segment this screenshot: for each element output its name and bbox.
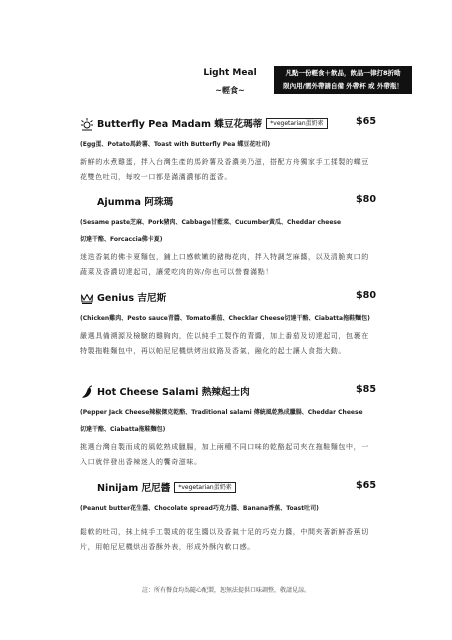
menu-item	[80, 194, 376, 280]
item-price: $85	[355, 384, 376, 395]
item-description: 嚴選具備溯源及檢驗的雞胸肉，佐以純手工製作的青醬，加上番茄及切達起司，包裹在特製拖鞋麵包中，再以帕尼尼機烘烤出紋路及香氣，融化的起士讓人食指大動。	[80, 332, 369, 355]
footer-note: 註：所有餐食均為隨心配製，恕無法提供口味調整，敬請見諒。	[141, 587, 310, 594]
item-ingredients: (Chicken雞肉、Pesto sauce青醬、Tomato番茄、Checklar Cheese切達干酪、Ciabatta拖鞋麵包)	[80, 315, 370, 322]
item-name: Ajumma 阿珠瑪	[97, 197, 174, 208]
promo-line-1: 凡點一份輕食＋飲品，飲品一律打8折呦	[285, 69, 401, 77]
item-price: $65	[355, 480, 376, 491]
vegetarian-tag: *vegetarian蛋奶素	[266, 118, 327, 129]
item-name: Genius 吉尼斯	[97, 293, 167, 304]
chili-icon	[80, 385, 94, 399]
item-ingredients: 切達干酪、Ciabatta拖鞋麵包)	[80, 426, 166, 433]
item-name: Hot Cheese Salami 熱辣起士肉	[97, 387, 250, 398]
page-title: Light Meal	[203, 68, 257, 78]
item-ingredients: (Sesame paste芝麻、Pork豬肉、Cabbage甘藍菜、Cucumber黃瓜、Cheddar cheese	[80, 219, 342, 226]
menu-item	[80, 384, 376, 470]
item-description: 鬆軟的吐司，抹上純手工製成的花生醬以及香氣十足的巧克力醬，中間夾著新鮮香蕉切片，用帕尼尼機烘出香酥外表，形成外酥內軟口感。	[80, 528, 369, 551]
item-ingredients: (Egg蛋、Potato馬鈴薯、Toast with Butterfly Pea 蝶豆花吐司)	[80, 141, 271, 148]
promo-banner	[274, 66, 412, 94]
menu-item	[80, 116, 376, 185]
item-price: $65	[355, 116, 376, 127]
crown-icon	[80, 291, 94, 305]
item-description: 新鮮的水煮雞蛋，拌入台灣生產的馬鈴薯及香濃美乃滋，搭配方舟獨家手工揉製的蝶豆花雙色吐司，每咬一口都是滿滿濃郁的蛋香。	[80, 158, 369, 181]
page-subtitle: ~輕食~	[215, 86, 245, 95]
item-ingredients: (Pepper Jack Cheese辣椒傑克乾酪、Traditional salami 傳統風乾熟成臘腸、Cheddar Cheese	[80, 409, 363, 416]
menu-item	[80, 290, 376, 359]
item-description: 迷迭香氣的佛卡夏麵包，鋪上口感軟嫩的豬梅花肉，拌入特調芝麻醬，以及清脆爽口的蔬菜及香濃切達起司，讓愛吃肉的妳/你也可以營養滿點！	[80, 253, 369, 276]
item-name: Butterfly Pea Madam 蝶豆花瑪蒂 *vegetarian蛋奶素	[97, 116, 328, 130]
menu-item	[80, 480, 376, 555]
promo-line-2: 限內用/需外帶請自備 外帶杯 或 外帶瓶！	[283, 82, 403, 90]
item-ingredients: 切達干酪、Forcaccia佛卡夏)	[80, 236, 163, 243]
item-price: $80	[355, 290, 376, 301]
item-ingredients: (Peanut butter花生醬、Chocolate spread巧克力醬、Banana香蕉、Toast吐司)	[80, 505, 319, 512]
item-price: $80	[355, 194, 376, 205]
vegetarian-tag: *vegetarian蛋奶素	[174, 482, 235, 493]
item-description: 挑選台灣自製而成的風乾熟成臘腸，加上兩種不同口味的乾酪起司夾在拖鞋麵包中，一入口就伴發出香辣迷人的饗奇滋味。	[80, 443, 369, 466]
sun-icon	[80, 117, 94, 131]
item-name: Ninijam 尼尼醬 *vegetarian蛋奶素	[97, 480, 236, 494]
